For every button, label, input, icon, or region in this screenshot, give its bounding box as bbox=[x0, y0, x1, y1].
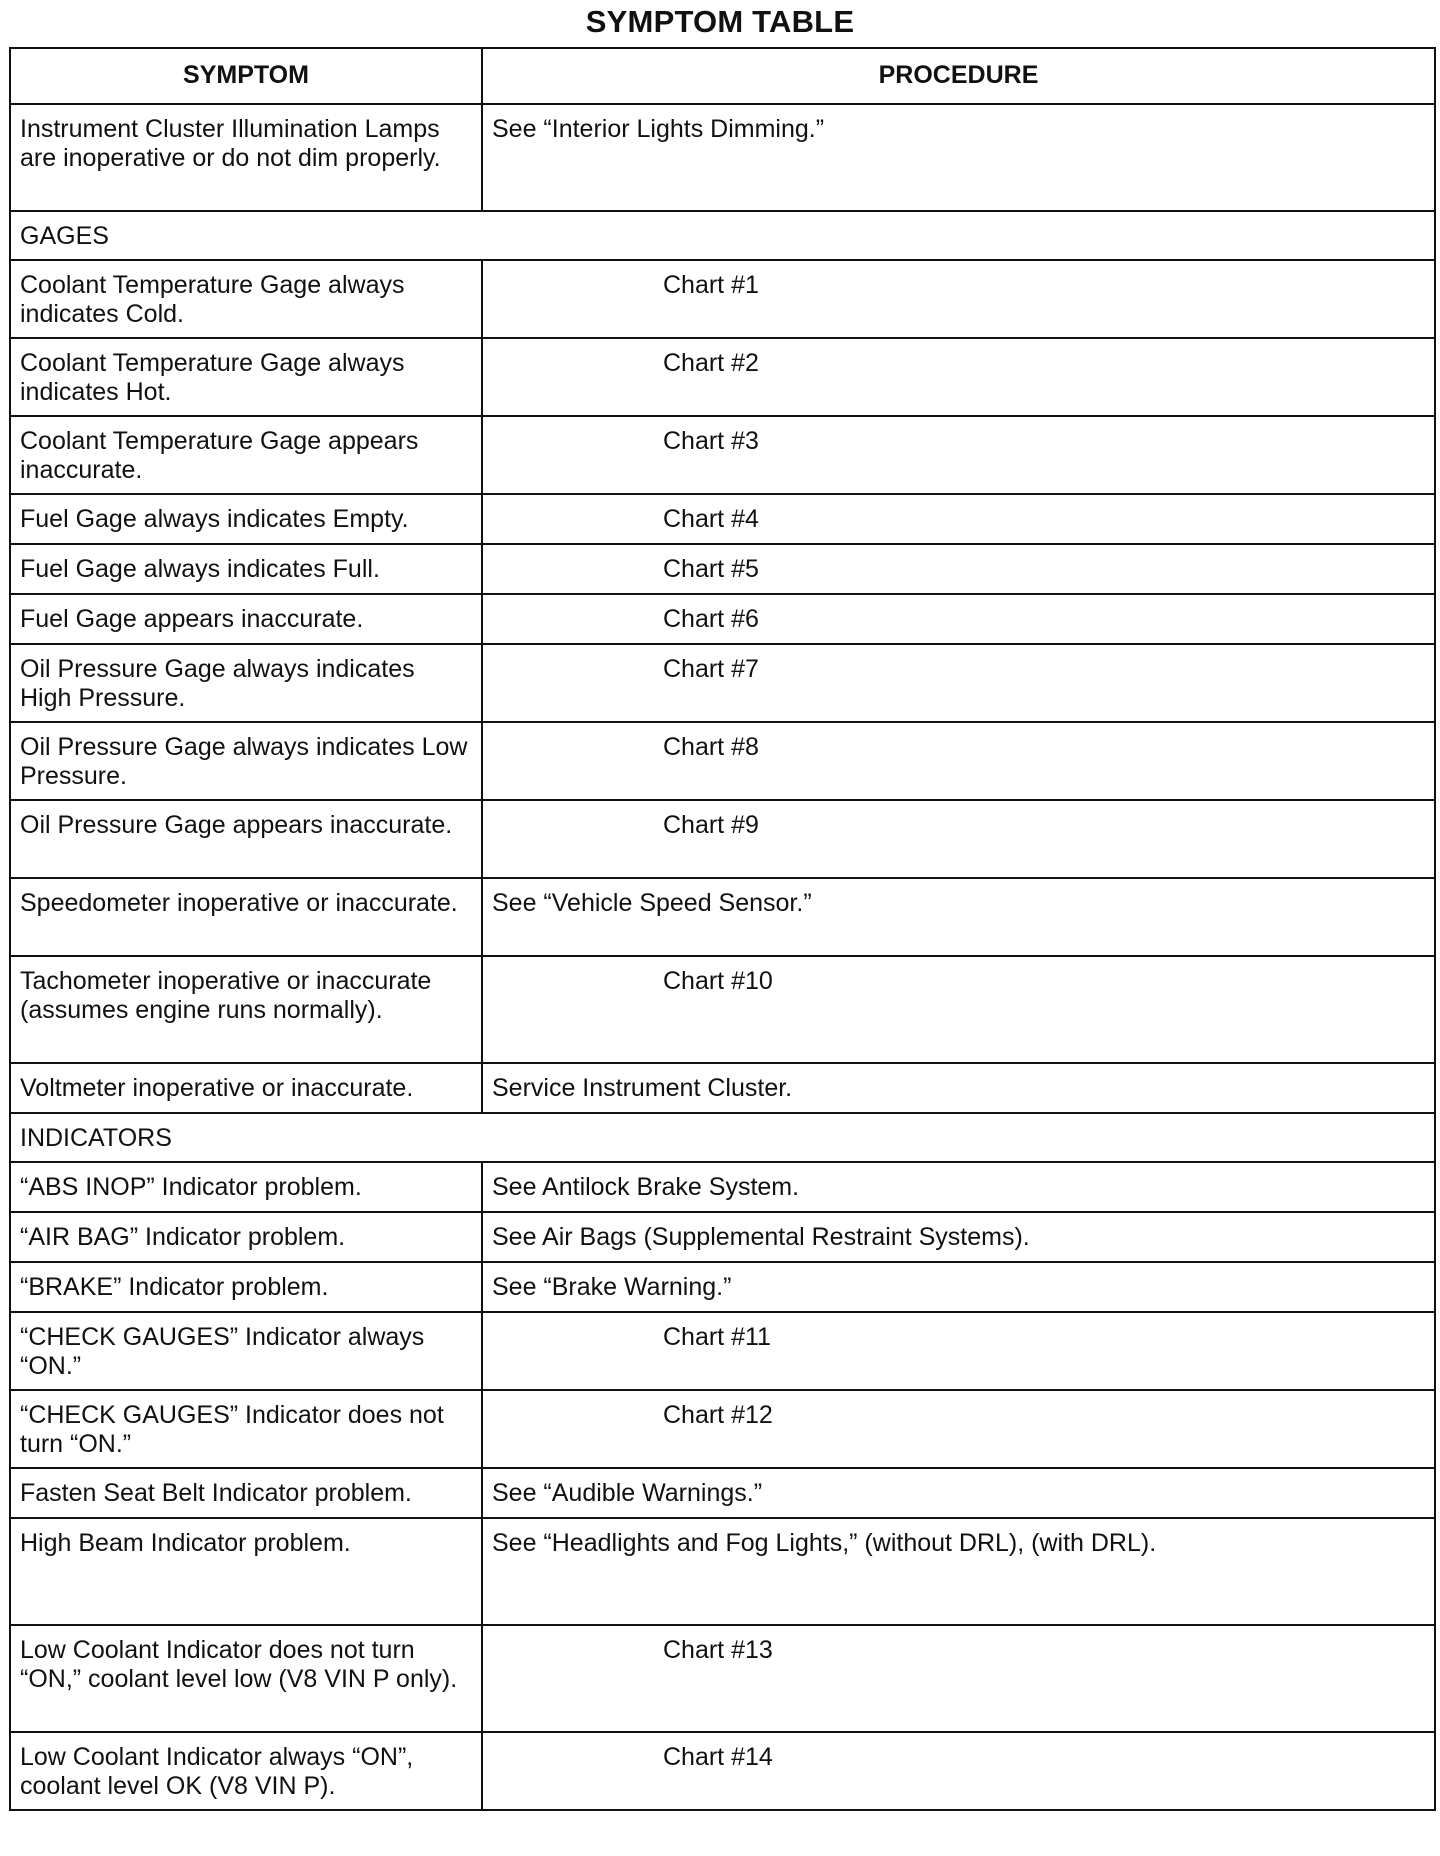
symptom-cell: “CHECK GAUGES” Indicator does not turn “ON.” bbox=[10, 1390, 482, 1468]
procedure-cell: Chart #10 bbox=[482, 956, 1435, 1063]
procedure-cell: See Air Bags (Supplemental Restraint Systems). bbox=[482, 1212, 1435, 1262]
table-row bbox=[10, 1625, 1435, 1732]
procedure-cell: Chart #9 bbox=[482, 800, 1435, 878]
procedure-cell: Chart #7 bbox=[482, 644, 1435, 722]
table-header-row bbox=[10, 48, 1435, 104]
page-title: SYMPTOM TABLE bbox=[585, 4, 855, 39]
symptom-cell: Fasten Seat Belt Indicator problem. bbox=[10, 1468, 482, 1518]
symptom-cell: Fuel Gage always indicates Empty. bbox=[10, 494, 482, 544]
symptom-cell: Voltmeter inoperative or inaccurate. bbox=[10, 1063, 482, 1113]
symptom-cell: “ABS INOP” Indicator problem. bbox=[10, 1162, 482, 1212]
procedure-cell: Chart #1 bbox=[482, 260, 1435, 338]
symptom-cell: Fuel Gage appears inaccurate. bbox=[10, 594, 482, 644]
procedure-cell: Chart #2 bbox=[482, 338, 1435, 416]
section-label: INDICATORS bbox=[10, 1113, 1435, 1162]
symptom-cell: Tachometer inoperative or inaccurate (assumes engine runs normally). bbox=[10, 956, 482, 1063]
table-body bbox=[10, 104, 1435, 1810]
section-row bbox=[10, 211, 1435, 260]
procedure-cell: See “Audible Warnings.” bbox=[482, 1468, 1435, 1518]
symptom-cell: Oil Pressure Gage always indicates High Pressure. bbox=[10, 644, 482, 722]
table-row bbox=[10, 544, 1435, 594]
table-row bbox=[10, 1262, 1435, 1312]
table-row bbox=[10, 1162, 1435, 1212]
table-row bbox=[10, 338, 1435, 416]
symptom-cell: Oil Pressure Gage always indicates Low Pressure. bbox=[10, 722, 482, 800]
table-row bbox=[10, 1468, 1435, 1518]
table-row bbox=[10, 260, 1435, 338]
table-row bbox=[10, 644, 1435, 722]
symptom-cell: Low Coolant Indicator does not turn “ON,” coolant level low (V8 VIN P only). bbox=[10, 1625, 482, 1732]
procedure-cell: See Antilock Brake System. bbox=[482, 1162, 1435, 1212]
procedure-cell: Service Instrument Cluster. bbox=[482, 1063, 1435, 1113]
symptom-cell: “CHECK GAUGES” Indicator always “ON.” bbox=[10, 1312, 482, 1390]
procedure-cell: Chart #3 bbox=[482, 416, 1435, 494]
section-label: GAGES bbox=[10, 211, 1435, 260]
symptom-table bbox=[9, 47, 1436, 1811]
procedure-cell: See “Vehicle Speed Sensor.” bbox=[482, 878, 1435, 956]
symptom-cell: Instrument Cluster Illumination Lamps are inoperative or do not dim properly. bbox=[10, 104, 482, 211]
symptom-cell: Speedometer inoperative or inaccurate. bbox=[10, 878, 482, 956]
table-row bbox=[10, 594, 1435, 644]
table-row bbox=[10, 956, 1435, 1063]
procedure-cell: Chart #8 bbox=[482, 722, 1435, 800]
table-row bbox=[10, 878, 1435, 956]
table-row bbox=[10, 1063, 1435, 1113]
table-row bbox=[10, 1390, 1435, 1468]
procedure-cell: Chart #11 bbox=[482, 1312, 1435, 1390]
procedure-cell: Chart #4 bbox=[482, 494, 1435, 544]
procedure-cell: Chart #5 bbox=[482, 544, 1435, 594]
symptom-cell: Fuel Gage always indicates Full. bbox=[10, 544, 482, 594]
procedure-cell: See “Brake Warning.” bbox=[482, 1262, 1435, 1312]
procedure-cell: See “Interior Lights Dimming.” bbox=[482, 104, 1435, 211]
symptom-cell: “BRAKE” Indicator problem. bbox=[10, 1262, 482, 1312]
procedure-cell: See “Headlights and Fog Lights,” (without DRL), (with DRL). bbox=[482, 1518, 1435, 1625]
procedure-cell: Chart #12 bbox=[482, 1390, 1435, 1468]
table-row bbox=[10, 800, 1435, 878]
table-row bbox=[10, 1732, 1435, 1810]
procedure-column-header: PROCEDURE bbox=[482, 48, 1435, 104]
table-row bbox=[10, 1312, 1435, 1390]
symptom-cell: Coolant Temperature Gage always indicates Cold. bbox=[10, 260, 482, 338]
table-row bbox=[10, 1518, 1435, 1625]
table-row bbox=[10, 416, 1435, 494]
symptom-cell: Oil Pressure Gage appears inaccurate. bbox=[10, 800, 482, 878]
symptom-cell: Low Coolant Indicator always “ON”, coolant level OK (V8 VIN P). bbox=[10, 1732, 482, 1810]
procedure-cell: Chart #6 bbox=[482, 594, 1435, 644]
table-row bbox=[10, 722, 1435, 800]
symptom-cell: Coolant Temperature Gage always indicates Hot. bbox=[10, 338, 482, 416]
table-row bbox=[10, 1212, 1435, 1262]
procedure-cell: Chart #14 bbox=[482, 1732, 1435, 1810]
symptom-cell: “AIR BAG” Indicator problem. bbox=[10, 1212, 482, 1262]
section-row bbox=[10, 1113, 1435, 1162]
symptom-column-header: SYMPTOM bbox=[10, 48, 482, 104]
procedure-cell: Chart #13 bbox=[482, 1625, 1435, 1732]
table-row bbox=[10, 104, 1435, 211]
symptom-cell: High Beam Indicator problem. bbox=[10, 1518, 482, 1625]
table-row bbox=[10, 494, 1435, 544]
symptom-cell: Coolant Temperature Gage appears inaccurate. bbox=[10, 416, 482, 494]
